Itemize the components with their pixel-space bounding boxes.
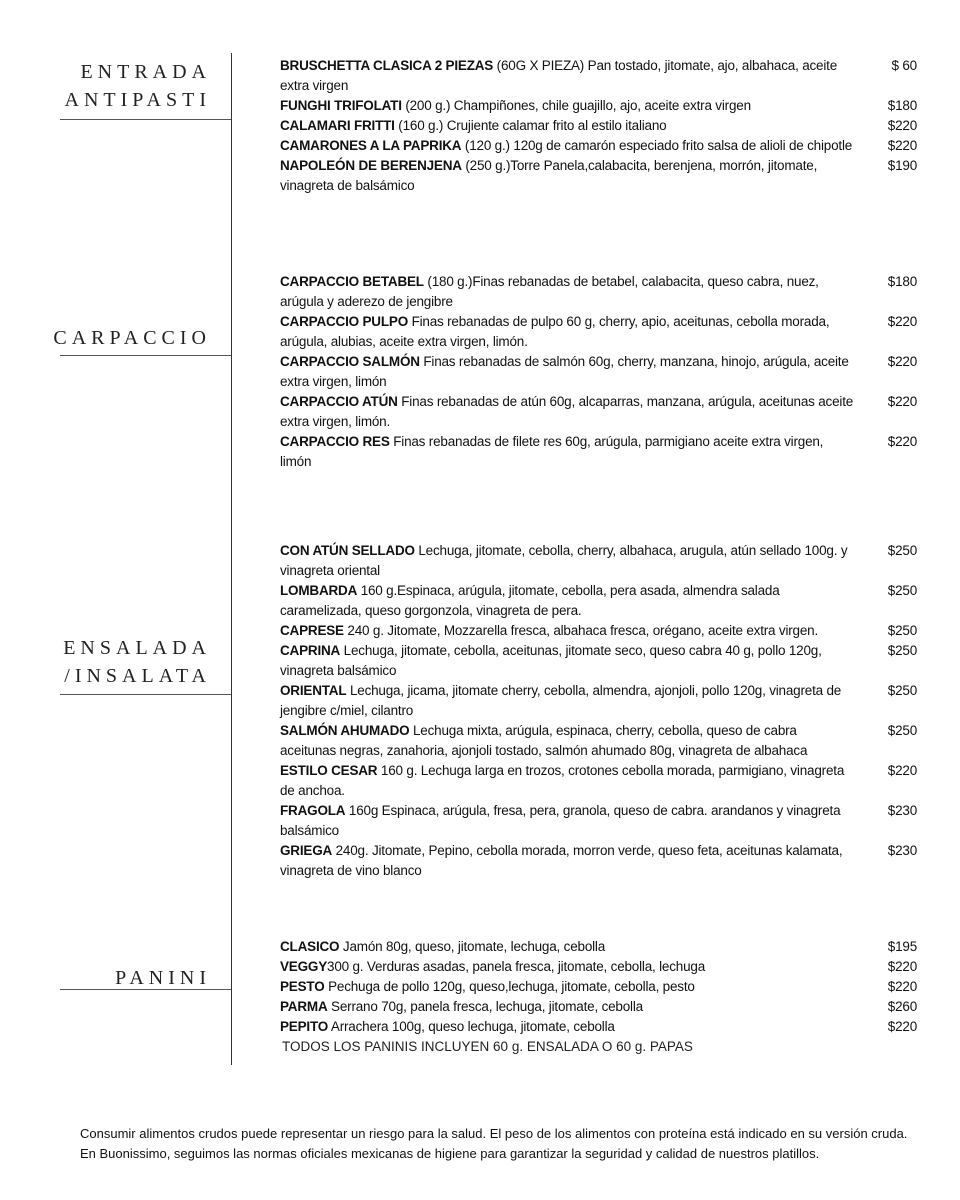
section-title-line: ENSALADA: [63, 637, 211, 659]
menu-item-description: 160 g. Lechuga larga en trozos, crotones cebolla morada, parmigiano, vinagreta de anchoa.: [280, 763, 845, 798]
menu-item-price: $230: [887, 803, 917, 818]
menu-item-description: (160 g.) Crujiente calamar frito al estilo italiano: [394, 118, 667, 133]
menu-item-name: CAPRESE: [280, 623, 344, 638]
entrada-items: [280, 56, 920, 196]
section-rule: [60, 355, 231, 356]
menu-item-text: [280, 96, 855, 116]
menu-item-description: Finas rebanadas de filete res 60g, arúgula, parmigiano aceite extra virgen, limón: [280, 434, 824, 469]
menu-item-price: $250: [887, 683, 917, 698]
section-title-line: /INSALATA: [64, 665, 211, 687]
menu-item-description: Lechuga, jitomate, cebolla, cherry, albahaca, arugula, atún sellado 100g. y vinagreta oriental: [280, 543, 848, 578]
menu-item-price: $250: [887, 543, 917, 558]
section-note: TODOS LOS PANINIS INCLUYEN 60 g. ENSALADA O 60 g. PAPAS: [282, 1039, 693, 1054]
menu-item-description: (120 g.) 120g de camarón especiado frito salsa de alioli de chipotle: [461, 138, 853, 153]
menu-item-name: VEGGY: [280, 959, 328, 974]
menu-item-name: BRUSCHETTA CLASICA 2 PIEZAS: [280, 58, 494, 73]
menu-item-price: $180: [887, 274, 917, 289]
menu-item: [280, 957, 920, 977]
menu-item-text: [280, 156, 855, 196]
menu-item-price: $220: [887, 314, 917, 329]
section-title-line: PANINI: [115, 967, 211, 989]
footer-line: Consumir alimentos crudos puede representar un riesgo para la salud. El peso de los alimentos con proteína está indicado en su versión cruda.: [80, 1126, 908, 1141]
menu-item-description: 300 g. Verduras asadas, panela fresca, jitomate, cebolla, lechuga: [327, 959, 706, 974]
menu-item-price: $ 60: [891, 58, 917, 73]
menu-item: [280, 272, 920, 312]
menu-item-name: CARPACCIO BETABEL: [280, 274, 424, 289]
menu-item: [280, 56, 920, 96]
menu-item-description: Lechuga, jitomate, cebolla, aceitunas, jitomate seco, queso cabra 40 g, pollo 120g, vinagreta balsámico: [280, 643, 822, 678]
menu-item-description: Pechuga de pollo 120g, queso,lechuga, jitomate, cebolla, pesto: [324, 979, 695, 994]
menu-item-description: Arrachera 100g, queso lechuga, jitomate, cebolla: [328, 1019, 615, 1034]
menu-item-text: [280, 312, 855, 352]
menu-item-description: Jamón 80g, queso, jitomate, lechuga, cebolla: [339, 939, 606, 954]
menu-item: [280, 392, 920, 432]
menu-item: [280, 541, 920, 581]
menu-item-description: 160g Espinaca, arúgula, fresa, pera, granola, queso de cabra. arandanos y vinagreta balsámico: [280, 803, 841, 838]
menu-item-text: [280, 116, 855, 136]
menu-item-description: 240g. Jitomate, Pepino, cebolla morada, morron verde, queso feta, aceitunas kalamata, vinagreta de vino blanco: [280, 843, 843, 878]
section-title-carpaccio: [53, 324, 211, 352]
menu-item-text: [280, 937, 855, 957]
menu-item-text: [280, 641, 855, 681]
menu-item: [280, 801, 920, 841]
menu-item-name: CARPACCIO RES: [280, 434, 390, 449]
menu-item-description: Finas rebanadas de salmón 60g, cherry, manzana, hinojo, arúgula, aceite extra virgen, limón: [280, 354, 849, 389]
menu-item: [280, 352, 920, 392]
vertical-divider: [231, 53, 232, 1065]
menu-item-name: CLASICO: [280, 939, 340, 954]
menu-item-description: (180 g.)Finas rebanadas de betabel, calabacita, queso cabra, nuez, arúgula y aderezo de jengibre: [280, 274, 819, 309]
menu-item: [280, 997, 920, 1017]
menu-item-text: [280, 541, 855, 581]
menu-item-text: [280, 721, 855, 761]
menu-item-text: [280, 136, 855, 156]
section-rule: [60, 694, 231, 695]
menu-item-name: PESTO: [280, 979, 325, 994]
carpaccio-items: [280, 272, 920, 472]
menu-item-description: 160 g.Espinaca, arúgula, jitomate, cebolla, pera asada, almendra salada caramelizada, queso gorgonzola, vinagreta de pera.: [280, 583, 780, 618]
menu-item-name: CALAMARI FRITTI: [280, 118, 395, 133]
menu-item-description: 240 g. Jitomate, Mozzarella fresca, albahaca fresca, orégano, aceite extra virgen.: [343, 623, 819, 638]
menu-item-name: CAMARONES A LA PAPRIKA: [280, 138, 462, 153]
menu-item-text: [280, 1017, 855, 1037]
menu-item-price: $220: [887, 1019, 917, 1034]
footer-line: En Buonissimo, seguimos las normas oficiales mexicanas de higiene para garantizar la seguridad y calidad de nuestros platillos.: [80, 1146, 820, 1161]
menu-item: [280, 581, 920, 621]
menu-item-price: $220: [887, 979, 917, 994]
menu-item-description: (250 g.)Torre Panela,calabacita, berenjena, morrón, jitomate, vinagreta de balsámico: [280, 158, 818, 193]
menu-item-price: $190: [887, 158, 917, 173]
footer-disclaimer: [80, 1124, 940, 1164]
section-rule: [60, 119, 231, 120]
menu-item-description: Finas rebanadas de pulpo 60 g, cherry, apio, aceitunas, cebolla morada, arúgula, alubias, aceite extra virgen, limón.: [280, 314, 830, 349]
section-title-line: ENTRADA: [80, 61, 211, 83]
menu-item-description: Lechuga, jicama, jitomate cherry, cebolla, almendra, ajonjoli, pollo 120g, vinagreta de jengibre c/miel, cilantro: [280, 683, 842, 718]
menu-item: [280, 721, 920, 761]
section-title-ensalada: [63, 634, 211, 690]
menu-item: [280, 312, 920, 352]
menu-item-text: [280, 977, 855, 997]
menu-item-price: $195: [887, 939, 917, 954]
menu-item-description: Finas rebanadas de atún 60g, alcaparras, manzana, arúgula, aceitunas aceite extra virgen, limón.: [280, 394, 854, 429]
menu-item-price: $230: [887, 843, 917, 858]
menu-item-price: $220: [887, 138, 917, 153]
menu-item-price: $220: [887, 118, 917, 133]
menu-item: [280, 621, 920, 641]
menu-item-price: $250: [887, 723, 917, 738]
menu-item: [280, 841, 920, 881]
menu-item-name: ORIENTAL: [280, 683, 347, 698]
section-rule: [60, 989, 231, 990]
menu-item-name: CARPACCIO PULPO: [280, 314, 409, 329]
menu-item-name: FUNGHI TRIFOLATI: [280, 98, 402, 113]
ensalada-items: [280, 541, 920, 881]
menu-item-price: $250: [887, 623, 917, 638]
section-title-entrada: [65, 58, 212, 114]
menu-item-text: [280, 581, 855, 621]
panini-items: [280, 937, 920, 1057]
menu-item-text: [280, 352, 855, 392]
menu-item-text: [280, 432, 855, 472]
menu-item-price: $220: [887, 354, 917, 369]
menu-item-name: LOMBARDA: [280, 583, 358, 598]
menu-item-name: CON ATÚN SELLADO: [280, 543, 415, 558]
menu-item-name: GRIEGA: [280, 843, 333, 858]
menu-item: [280, 432, 920, 472]
menu-item-name: ESTILO CESAR: [280, 763, 378, 778]
menu-item-name: SALMÓN AHUMADO: [280, 723, 410, 738]
menu-item-text: [280, 997, 855, 1017]
menu-item-name: PEPITO: [280, 1019, 329, 1034]
menu-item-text: [280, 957, 855, 977]
menu-item-name: NAPOLEÓN DE BERENJENA: [280, 158, 462, 173]
section-title-line: CARPACCIO: [53, 327, 211, 349]
menu-item: [280, 977, 920, 997]
menu-item-price: $220: [887, 763, 917, 778]
menu-item-text: [280, 56, 855, 96]
menu-item-description: Serrano 70g, panela fresca, lechuga, jitomate, cebolla: [327, 999, 643, 1014]
menu-item: [280, 937, 920, 957]
menu-item: [280, 136, 920, 156]
section-title-line: ANTIPASTI: [64, 89, 211, 111]
menu-item-price: $220: [887, 959, 917, 974]
menu-item: [280, 116, 920, 136]
section-title-panini: [115, 964, 211, 992]
menu-item-name: CAPRINA: [280, 643, 341, 658]
menu-item-text: [280, 272, 855, 312]
menu-item-name: CARPACCIO SALMÓN: [280, 354, 420, 369]
menu-item-price: $250: [887, 643, 917, 658]
menu-item-text: [280, 681, 855, 721]
menu-item: [280, 96, 920, 116]
menu-item-price: $220: [887, 394, 917, 409]
menu-item-description: (200 g.) Champiñones, chile guajillo, ajo, aceite extra virgen: [401, 98, 751, 113]
menu-item-price: $260: [887, 999, 917, 1014]
menu-item-price: $250: [887, 583, 917, 598]
menu-item: [280, 681, 920, 721]
menu-item: [280, 1017, 920, 1037]
menu-item: [280, 156, 920, 196]
menu-item-text: [280, 392, 855, 432]
menu-item-description: Lechuga mixta, arúgula, espinaca, cherry, cebolla, queso de cabra aceitunas negras, zanahoria, ajonjoli tostado, salmón ahumado 80g, vinagreta de albahaca: [280, 723, 808, 758]
menu-item-text: [280, 621, 855, 641]
menu-item-price: $180: [887, 98, 917, 113]
menu-item: [280, 641, 920, 681]
menu-item-name: FRAGOLA: [280, 803, 346, 818]
menu-item-description: (60G X PIEZA) Pan tostado, jitomate, ajo, albahaca, aceite extra virgen: [280, 58, 838, 93]
menu-item-text: [280, 841, 855, 881]
menu-item-text: [280, 761, 855, 801]
menu-item-text: [280, 801, 855, 841]
menu-item-name: PARMA: [280, 999, 328, 1014]
menu-item-price: $220: [887, 434, 917, 449]
menu-item-name: CARPACCIO ATÚN: [280, 394, 398, 409]
menu-item: [280, 761, 920, 801]
